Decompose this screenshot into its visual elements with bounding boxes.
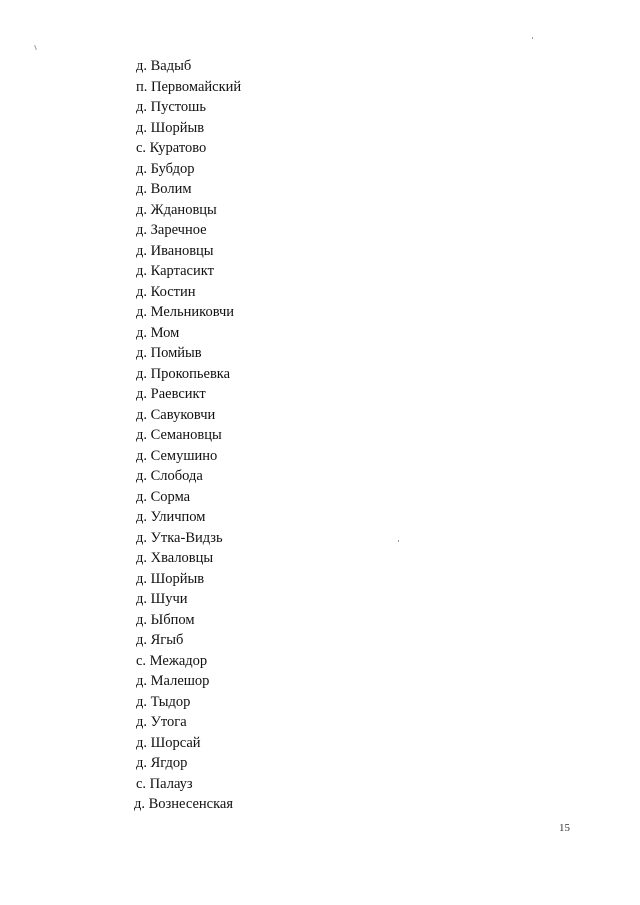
list-item: д. Прокопьевка xyxy=(136,365,231,382)
list-item: д. Шучи xyxy=(136,591,188,607)
list-item: д. Малешор xyxy=(136,673,210,689)
list-item: с. Палауз xyxy=(136,775,193,792)
list-item: д. Шорсай xyxy=(136,734,201,751)
list-item: д. Картасикт xyxy=(136,263,214,279)
list-item: д. Хваловцы xyxy=(136,550,214,566)
settlement-list xyxy=(132,56,241,815)
list-item: д. Савуковчи xyxy=(136,406,216,423)
list-item: д. Ягыб xyxy=(136,632,184,648)
list-item: д. Слобода xyxy=(136,468,203,484)
scan-speck xyxy=(398,540,399,542)
list-item: д. Бубдор xyxy=(136,160,195,177)
list-item: д. Ягдор xyxy=(136,755,188,771)
list-item: д. Заречное xyxy=(136,222,207,238)
list-item: с. Куратово xyxy=(136,140,207,156)
list-item: д. Мельниковчи xyxy=(136,304,235,320)
list-item: д. Мом xyxy=(136,324,180,341)
page-number: 15 xyxy=(559,822,570,834)
list-item: д. Пустошь xyxy=(136,99,206,115)
list-item: д. Утка-Видзь xyxy=(136,529,223,546)
list-item: д. Утога xyxy=(136,714,187,730)
list-item: д. Уличпом xyxy=(136,509,206,525)
list-item: д. Костин xyxy=(136,283,196,300)
list-item: д. Раевсикт xyxy=(136,386,206,402)
list-item: д. Волим xyxy=(136,181,192,197)
list-item: д. Семушино xyxy=(136,447,218,464)
list-item: д. Тыдор xyxy=(136,693,191,710)
list-item: д. Шорйыв xyxy=(136,119,205,136)
scan-speck xyxy=(532,37,533,39)
list-item: с. Межадор xyxy=(136,652,208,669)
list-item: д. Ждановцы xyxy=(136,201,217,218)
scan-speck xyxy=(34,45,37,50)
list-item: д. Вадыб xyxy=(136,58,192,74)
list-item: д. Вознесенская xyxy=(134,796,234,812)
list-item: д. Сорма xyxy=(136,488,191,505)
list-item: д. Ивановцы xyxy=(136,242,214,259)
list-item: д. Шорйыв xyxy=(136,570,205,587)
list-item: д. Семановцы xyxy=(136,427,222,443)
list-item: д. Ыбпом xyxy=(136,611,195,628)
list-item: п. Первомайский xyxy=(136,78,242,95)
list-item: д. Помйыв xyxy=(136,345,202,361)
